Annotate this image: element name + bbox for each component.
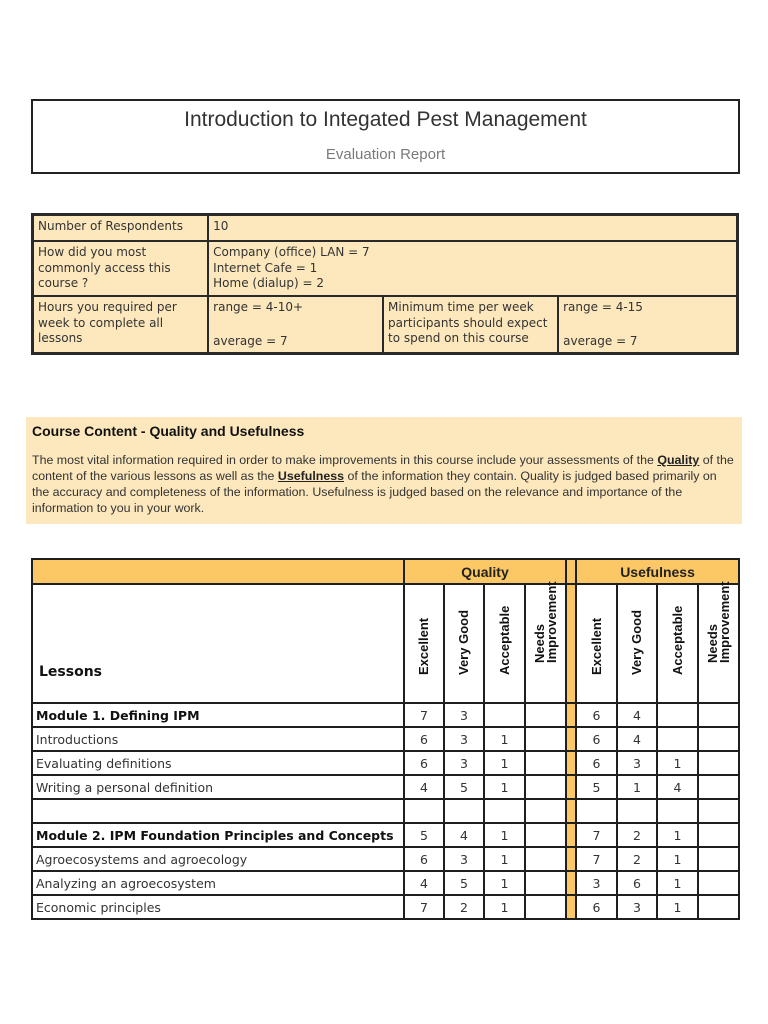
course-content-panel [26,417,742,524]
column-divider [566,775,576,799]
col-quality-acceptable [484,584,525,703]
column-divider [566,751,576,775]
min-time-range: range = 4-15 [563,300,643,314]
column-divider [566,823,576,847]
lesson-label: Analyzing an agroecosystem [32,871,404,895]
usefulness-excellent-count: 7 [576,823,617,847]
quality-needs-improvement-count [525,847,566,871]
usefulness-needs-improvement-count [698,823,739,847]
usefulness-needs-improvement-count [698,751,739,775]
col-label: Excellent [416,617,431,675]
col-label: Needs Improvement [531,581,559,663]
usefulness-term: Usefulness [277,469,345,483]
time-row [33,296,737,353]
usefulness-very-good-count [617,799,657,823]
col-usefulness-very-good [617,584,657,703]
quality-very-good-count: 3 [444,703,484,727]
col-usefulness-excellent [576,584,617,703]
col-quality-excellent [404,584,444,703]
quality-term: Quality [657,453,700,467]
usefulness-very-good-count: 2 [617,823,657,847]
quality-very-good-count: 3 [444,751,484,775]
usefulness-very-good-count: 3 [617,895,657,919]
access-value-cafe: Internet Cafe = 1 [213,260,318,275]
quality-very-good-count: 2 [444,895,484,919]
quality-excellent-count: 6 [404,727,444,751]
usefulness-group-header: Usefulness [576,559,739,584]
quality-acceptable-count: 1 [484,775,525,799]
lesson-label: Introductions [32,727,404,751]
lesson-label: Economic principles [32,895,404,919]
usefulness-very-good-count: 4 [617,727,657,751]
usefulness-excellent-count: 3 [576,871,617,895]
column-header-row [32,584,739,703]
quality-needs-improvement-count [525,895,566,919]
text-part: of the content of the various lessons as well as the [32,453,734,483]
usefulness-excellent-count [576,799,617,823]
column-divider [566,895,576,919]
lesson-row [32,775,739,799]
min-time-average: average = 7 [563,333,638,348]
column-divider [566,559,576,584]
quality-very-good-count [444,799,484,823]
quality-excellent-count [404,799,444,823]
quality-very-good-count: 5 [444,775,484,799]
lessons-header: Lessons [32,584,404,703]
col-usefulness-needs-improvement [698,581,739,703]
lesson-row [32,847,739,871]
group-header-row [32,559,739,584]
lesson-label: Writing a personal definition [32,775,404,799]
quality-needs-improvement-count [525,871,566,895]
quality-very-good-count: 4 [444,823,484,847]
report-title: Introduction to Integated Pest Management [184,108,587,131]
quality-excellent-count: 5 [404,823,444,847]
lesson-row [32,871,739,895]
module-label: Module 1. Defining IPM [32,703,404,727]
quality-very-good-count: 5 [444,871,484,895]
report-header [31,99,740,174]
col-label: Very Good [456,609,471,675]
usefulness-needs-improvement-count [698,847,739,871]
quality-very-good-count: 3 [444,847,484,871]
col-label: Excellent [588,617,604,675]
empty-row [32,799,739,823]
col-label: Acceptable [496,605,512,675]
column-divider [566,799,576,823]
usefulness-acceptable-count [657,727,698,751]
usefulness-acceptable-count [657,703,698,727]
quality-acceptable-count: 1 [484,751,525,775]
usefulness-excellent-count: 5 [576,775,617,799]
usefulness-needs-improvement-count [698,871,739,895]
lesson-label: Agroecosystems and agroecology [32,847,404,871]
quality-acceptable-count: 1 [484,727,525,751]
text-part: The most vital information required in order to make improvements in this course include your assessments of the [32,453,658,467]
usefulness-needs-improvement-count [698,895,739,919]
access-value-home: Home (dialup) = 2 [213,276,324,290]
quality-needs-improvement-count [525,775,566,799]
module-label: Module 2. IPM Foundation Principles and Concepts [32,823,404,847]
quality-acceptable-count [484,799,525,823]
usefulness-very-good-count: 2 [617,847,657,871]
quality-excellent-count: 7 [404,895,444,919]
quality-acceptable-count [484,703,525,727]
quality-acceptable-count: 1 [484,895,525,919]
col-quality-needs-improvement [525,581,566,703]
column-divider [566,871,576,895]
usefulness-excellent-count: 6 [576,703,617,727]
hours-average: average = 7 [213,333,288,348]
lessons-band [32,559,404,584]
usefulness-very-good-count: 3 [617,751,657,775]
respondents-row [33,215,737,241]
hours-range: range = 4-10+ [213,300,304,314]
ratings-body [32,703,739,919]
module-row [32,703,739,727]
ratings-table [31,558,740,920]
quality-excellent-count: 7 [404,703,444,727]
col-quality-very-good [444,584,484,703]
col-label: Very Good [629,609,645,675]
column-divider [566,703,576,727]
usefulness-acceptable-count [657,799,698,823]
usefulness-very-good-count: 1 [617,775,657,799]
lesson-label: Evaluating definitions [32,751,404,775]
usefulness-excellent-count: 6 [576,751,617,775]
usefulness-needs-improvement-count [698,703,739,727]
quality-needs-improvement-count [525,727,566,751]
usefulness-needs-improvement-count [698,727,739,751]
quality-needs-improvement-count [525,799,566,823]
lesson-row [32,727,739,751]
column-divider [566,727,576,751]
usefulness-excellent-count: 7 [576,847,617,871]
min-time-label: Minimum time per week participants should expect to spend on this course [383,296,558,353]
quality-group-header: Quality [404,559,566,584]
quality-excellent-count: 4 [404,871,444,895]
quality-excellent-count: 4 [404,775,444,799]
quality-needs-improvement-count [525,703,566,727]
summary-table [31,213,739,355]
report-subtitle: Evaluation Report [325,146,446,163]
usefulness-very-good-count: 4 [617,703,657,727]
quality-acceptable-count: 1 [484,847,525,871]
text-part: of the information they contain. Quality is judged based primarily on the accuracy and completeness of the information. Usefulness is judged based on the relevance and importance of the information to you in your work. [32,469,717,515]
usefulness-acceptable-count: 1 [657,823,698,847]
course-content-text [32,452,736,516]
column-divider [566,584,576,703]
lesson-label [32,799,404,823]
quality-very-good-count: 3 [444,727,484,751]
usefulness-excellent-count: 6 [576,895,617,919]
course-content-heading: Course Content - Quality and Usefulness [32,423,305,439]
quality-acceptable-count: 1 [484,871,525,895]
respondents-label: Number of Respondents [33,215,208,241]
usefulness-acceptable-count: 1 [657,751,698,775]
column-divider [566,847,576,871]
lesson-row [32,895,739,919]
hours-label: Hours you required per week to complete all lessons [33,296,208,353]
usefulness-acceptable-count: 4 [657,775,698,799]
quality-acceptable-count: 1 [484,823,525,847]
usefulness-acceptable-count: 1 [657,847,698,871]
access-value-lan: Company (office) LAN = 7 [213,245,370,259]
respondents-value: 10 [208,215,737,241]
hours-values [208,296,383,353]
quality-excellent-count: 6 [404,847,444,871]
usefulness-very-good-count: 6 [617,871,657,895]
quality-excellent-count: 6 [404,751,444,775]
quality-needs-improvement-count [525,823,566,847]
col-label: Acceptable [669,605,685,675]
min-time-values [558,296,737,353]
usefulness-needs-improvement-count [698,799,739,823]
usefulness-acceptable-count: 1 [657,895,698,919]
lesson-row [32,751,739,775]
access-label: How did you most commonly access this course ? [33,241,208,296]
col-label: Needs Improvement [704,581,732,663]
module-row [32,823,739,847]
usefulness-excellent-count: 6 [576,727,617,751]
usefulness-needs-improvement-count [698,775,739,799]
col-usefulness-acceptable [657,584,698,703]
access-row [33,241,737,296]
quality-needs-improvement-count [525,751,566,775]
access-values [208,241,737,296]
usefulness-acceptable-count: 1 [657,871,698,895]
